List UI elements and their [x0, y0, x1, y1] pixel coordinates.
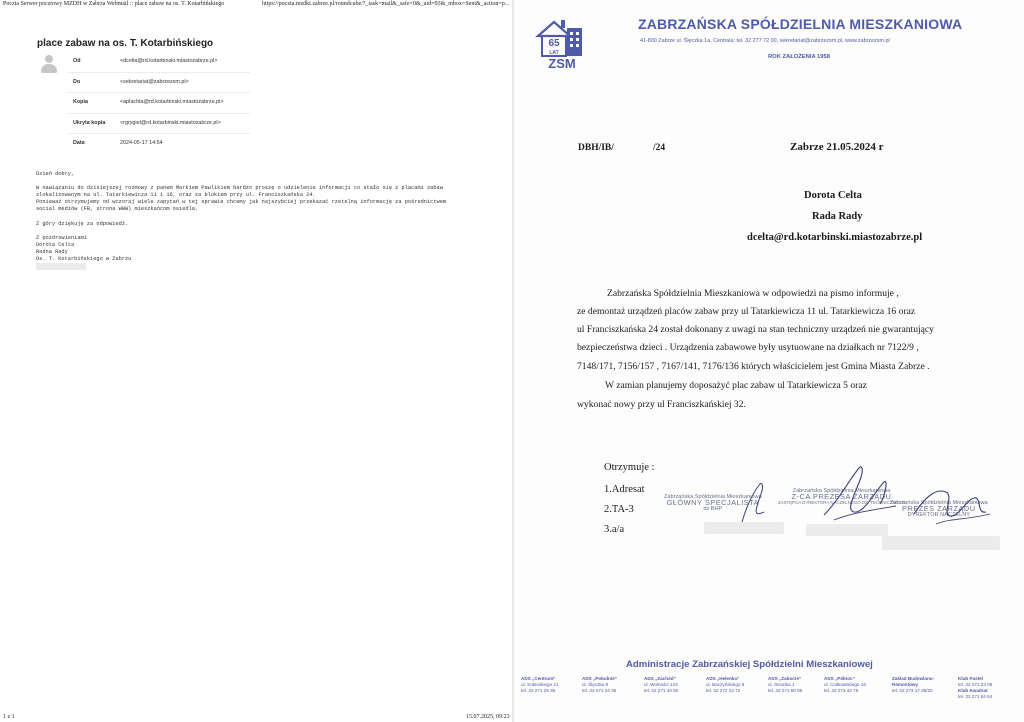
redacted-block	[36, 263, 86, 270]
header-bcc-value[interactable]: <rgrygiel@rd.kotarbinski.miastozabrze.pl>	[120, 119, 221, 126]
footer-office	[521, 676, 559, 694]
header-label: Kopia	[73, 99, 88, 105]
office-phone: tel. 32 271 23 09	[958, 682, 993, 688]
footer-office	[582, 676, 617, 694]
email-body-line: Dorota Celta	[36, 241, 75, 248]
letter-paragraph-line: bezpieczeństwa dzieci . Urządzenia zabawowe były usytuowane na działkach nr 7122/9 ,	[577, 342, 919, 353]
org-address: 41-800 Zabrze ul. Ślęczka 1a, Centrala: tel. 32 277 72 00, sekretariat@zabrzezsm.pl, www.zabrzezsm.pl	[640, 38, 890, 44]
office-address: ul. Sobieskiego 21	[521, 682, 559, 688]
receivers-title: Otrzymuje :	[604, 462, 655, 473]
office-address: ul. Ślęczka 8	[582, 682, 609, 688]
email-subject: place zabaw na os. T. Kotarbińskiego	[37, 38, 214, 49]
print-footer-datetime: 15.07.2025, 09:23	[466, 714, 510, 720]
footer-office	[706, 676, 744, 694]
stamp-sub: DYREKTOR NACZELNY	[907, 512, 970, 519]
office-phone: tel. 32 272 23 72	[706, 688, 741, 694]
office-name: Klub Kwadrat	[958, 688, 988, 694]
email-body-line: social mediów (FB, strona WWW) mieszkańcom osiedla.	[36, 206, 199, 213]
office-address: ul. Baczyńskiego 6	[706, 682, 745, 688]
header-label: Od	[73, 58, 81, 64]
office-address: Remontowy	[892, 682, 919, 688]
header-row-date	[68, 134, 250, 154]
footer-title: Administracje Zabrzańskiej Spółdzielni Mieszkaniowej	[626, 659, 873, 670]
letter-place-date: Zabrze 21.05.2024 r	[790, 141, 884, 153]
stamp-sub: ZASTĘPCA DYREKTORA NACZELNEGO DS. TECHNICZNYCH	[778, 500, 905, 506]
email-body-line: Radna Rady	[36, 249, 68, 256]
header-row-bcc	[68, 114, 250, 135]
email-body-line: W nawiązaniu do dzisiejszej rozmowy z panem Markiem Pawlikiem bardzo proszę o udzielenie informacji co stało się z placami zabaw	[36, 185, 443, 192]
office-phone: tel. 32 271 29 36	[521, 688, 556, 694]
header-to-value[interactable]: <sekretariat@zabrzezsm.pl>	[120, 78, 189, 85]
stamp-org: Zabrzańska Spółdzielnia Mieszkaniowa	[890, 500, 988, 506]
office-name: ADS „Helenka”	[706, 676, 740, 681]
stamp-title: GŁÓWNY SPECJALISTA	[666, 498, 760, 508]
footer-office	[958, 676, 992, 700]
office-phone: tel. 32 271 24 35	[582, 688, 617, 694]
email-body-line: Dzień dobry,	[36, 171, 75, 177]
office-phone: tel. 32 271 43 50	[644, 688, 679, 694]
logo-abbr: ZSM	[548, 56, 576, 70]
email-body-line: Z pozdrowieniami	[36, 234, 87, 241]
letter-paragraph-line: 7148/171, 7156/157 , 7167/141, 7176/136 których właścicielem jest Gmina Miasta Zabrze .	[577, 361, 930, 372]
email-body-line	[36, 228, 476, 235]
letter-page	[514, 0, 1024, 722]
receiver-item: 1.Adresat	[604, 484, 645, 495]
redacted-name	[704, 522, 784, 534]
org-founded: ROK ZAŁOŻENIA 1958	[768, 54, 830, 60]
office-name: ADS „Południe”	[582, 676, 617, 681]
stamp-title: Z-CA PREZESA ZARZĄDU	[791, 492, 892, 502]
letter-paragraph-line: ze demontaż urządzeń placów zabaw przy ul Tatarkiewicza 11 ul. Tatarkiewicza 16 oraz	[577, 306, 916, 317]
header-from-value[interactable]: <dcelta@rd.kotarbinski.miastozabrze.pl>	[120, 58, 218, 64]
email-body-line: Os. T. Kotarbińskiego w Zabrzu	[36, 256, 132, 263]
redacted-name	[806, 524, 888, 536]
print-header-url: https://poczta.mzdki.zabrze.pl/roundcube/?_task=mail&_safe=0&_uid=93&_mbox=Sent&_action=p...	[262, 1, 510, 7]
building-logo-icon	[534, 14, 590, 70]
office-name: Zakład Budowlano-	[892, 676, 935, 681]
email-body-line: zlokalizowanym na ul. Tatarkiewicza 11 i 16, oraz za blokiem przy ul. Franciszkańska 24.	[36, 192, 316, 199]
header-label: Ukryta kopia	[73, 119, 106, 126]
signature-president	[906, 474, 996, 534]
logo-years-label: LAT	[549, 50, 559, 56]
email-body-line: Ponieważ otrzymujemy od wczoraj wiele zapytań w tej sprawie chcemy jak najszybciej przekazać rzetelną informację za pośrednictwem	[36, 199, 447, 206]
receiver-item: 2.TA-3	[604, 504, 634, 515]
sender-avatar-icon	[41, 55, 57, 73]
office-name: ADS „Centrum”	[521, 676, 556, 681]
recipient-name: Dorota Celta	[804, 190, 862, 201]
office-name: ADS „Północ”	[824, 676, 855, 681]
redacted-name	[882, 536, 1000, 550]
receiver-item: 3.a/a	[604, 524, 625, 535]
stamp-sub: ds BHP	[703, 506, 723, 513]
header-row-to	[68, 73, 250, 94]
email-header-table	[68, 52, 250, 154]
office-address: ul. Wolności 123	[644, 682, 678, 688]
recipient-email: dcelta@rd.kotarbinski.miastozabrze.pl	[747, 232, 923, 243]
footer-office	[644, 676, 678, 694]
print-footer-pages: 1 z 1	[3, 714, 15, 720]
header-date-value: 2024-05-17 14:54	[120, 140, 163, 146]
stamp-org: Zabrzańska Spółdzielnia Mieszkaniowa	[664, 494, 762, 500]
signature-bhp	[734, 478, 774, 528]
letter-paragraph-line: W zamian planujemy doposażyć plac zabaw ul Tatarkiewicza 5 oraz	[605, 380, 867, 391]
email-body-line	[36, 178, 476, 185]
email-body	[36, 171, 476, 270]
stamp-org: Zabrzańska Spółdzielnia Mieszkaniowa	[792, 488, 891, 494]
header-row-cc	[68, 93, 250, 114]
stamp-title: PREZES ZARZĄDU	[902, 504, 976, 514]
letter-reference-suffix: /24	[653, 143, 666, 153]
office-name: Klub Pastel	[958, 676, 984, 681]
office-address: ul. Struzika 1	[768, 682, 795, 688]
signature-vice-president	[814, 460, 904, 530]
print-header-title: Poczta Serwer pocztowy MZDH w Zabrza Webmail :: place zabaw na os. T. Kotarbińskiego	[3, 1, 225, 7]
letter-paragraph-line: wykonać nowy przy ul Franciszkańskiej 32.	[577, 399, 746, 410]
office-phone: tel. 32 273 17 39/20	[892, 688, 933, 694]
office-phone: tel. 32 271 50 85	[768, 688, 803, 694]
footer-office	[768, 676, 802, 694]
office-name: ADS „Zaborze”	[768, 676, 802, 681]
office-phone: tel. 32 271 84 64	[958, 694, 993, 700]
email-body-line: Z góry dziękuję za odpowiedź.	[36, 220, 129, 227]
letter-reference: DBH/IB/	[578, 143, 614, 153]
office-phone: tel. 32 273 42 75	[824, 688, 859, 694]
office-name: ADS „Zachód”	[644, 676, 676, 681]
header-label: Data	[73, 140, 85, 146]
logo-years: 65	[548, 38, 560, 49]
header-cc-value[interactable]: <aplachta@rd.kotarbinski.miastozabrze.pl>	[120, 99, 224, 105]
org-name: ZABRZAŃSKA SPÓŁDZIELNIA MIESZKANIOWA	[638, 16, 963, 32]
header-row-from	[68, 52, 250, 73]
footer-office	[824, 676, 866, 694]
letter-paragraph-line: Zabrzańska Spółdzielnia Mieszkaniowa w odpowiedzi na pismo informuje ,	[607, 288, 899, 299]
header-label: Do	[73, 78, 81, 85]
email-body-line	[36, 214, 476, 221]
office-address: ul. Ciołkowskiego 16	[824, 682, 866, 688]
letter-paragraph-line: ul Franciszkańska 24 został dokonany z uwagi na stan techniczny urządzeń nie gwarantujący	[577, 324, 934, 335]
recipient-role: Rada Rady	[812, 211, 863, 222]
footer-office	[892, 676, 934, 694]
